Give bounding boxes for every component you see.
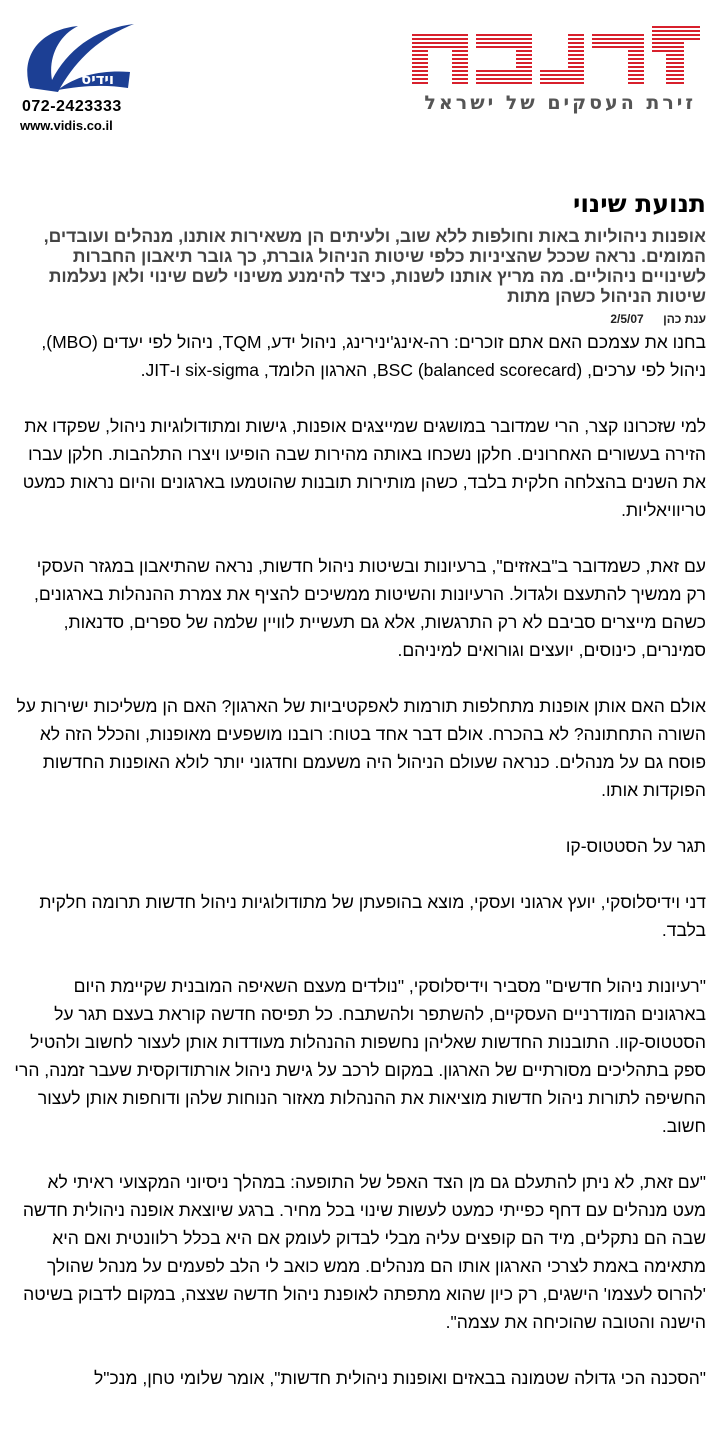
article-byline [14,312,706,326]
article-author: ענת כהן [663,312,706,326]
paragraph: "רעיונות ניהול חדשים" מסביר וידיסלוסקי, "נולדים מעצם השאיפה המובנית שקיימת היום בארגונים המודרניים העסקיים, להשתפר ולהשתבח. כל תפיסה חדשה קוראת בעצם תגר על הסטטוס-קוו. התובנות החדשות שאליהן נחשפות ההנהלות מעודדות אותן לעצור לחשוב ולהטיל ספק בתהליכים מסורתיים של הארגון. במקום לרכב על גישת ניהול אורתודוקסית שעבר זמנה, הרי החשיפה לתורות ניהול חדשות מוציאות את ההנהלות מאזור הנוחות שלהן ודוחפות אותן לעצור חשוב. [14,976,706,1136]
paragraph: "עם זאת, לא ניתן להתעלם גם מן הצד האפל של התופעה: במהלך ניסיוני המקצועי ראיתי לא מעט מנהלים עם דחף כפייתי כמעט לעשות שינוי בכל מחיר. ברגע שיוצאת אופנה ניהולית חדשה שבה הם נתקלים, מיד הם קופצים עליה מבלי לבדוק לעומק אם היא בכלל רלוונטית ואם היא מתאימה באמת לצרכי הארגון אותו הם מנהלים. ממש כואב לי הלב לפעמים על מנהל שהולך 'להרוס לעצמו' הישגים, רק כיון שהוא מתפתה לאופנת ניהול חדשה שצצה, במקום לדבוק בשיטה הישנה והטובה שהוכיחה את עצמה". [22,1172,706,1332]
sponsor-phone: 072-2423333 [22,98,122,115]
article [14,186,706,1420]
paragraph: למי שזכרונו קצר, הרי שמדובר במושגים שמייצגים אופנות, גישות ומתודולוגיות ניהול, שפקדו את הזירה בעשורים האחרונים. חלקן נשכחו באותה מהירות שבה הופיעו ויצרו התלהבות. חלקן עברו את השנים בהצלחה חלקית בלבד, כשהן מותירות תובנות שהוטמעו בארגונים והיום נראות כמעט טריוויאליות. [22,416,706,520]
paragraph: עם זאת, כשמדובר ב"באזזים", ברעיונות ובשיטות ניהול חדשות, נראה שהתיאבון במגזר העסקי רק ממשיך להתעצם ולגדול. הרעיונות והשיטות ממשיכים להציף את צמרת ההנהלות בארגונים, כשהם מייצרים סביבם לא רק התרגשות, אלא גם תעשיית לוויין שלמה של ספרים, סדנאות, סמינרים, כינוסים, יועצים וגורואים למיניהם. [33,556,706,660]
section-heading: תגר על הסטטוס-קו [565,836,706,856]
article-title: תנועת שינוי [572,189,706,218]
paragraph: "הסכנה הכי גדולה שטמונה בבאזים ואופנות ניהולית חדשות", אומר שלומי טחן, מנכ"ל [94,1368,706,1388]
globes-logo[interactable] [408,22,704,92]
paragraph: בחנו את עצמכם האם אתם זוכרים: רה-אינג'ינירינג, ניהול ידע, TQM, ניהול לפי יעדים (MBO), ניהול לפי ערכים, BSC (balanced scorecard), הארגון הלומד, six-sigma ו-JIT. [41,332,706,380]
paragraph: אולם האם אותן אופנות מתחלפות תורמות לאפקטיביות של הארגון? האם הן משליכות ישירות על השורה התחתונה? לא בהכרח. אולם דבר אחד בטוח: רובנו מושפעים מאופנות, והכלל הזה לא פוסח גם על מנהלים. כנראה שעולם הניהול היה משעמם וחדגוני יותר לולא האופנות החדשות הפוקדות אותו. [16,696,706,800]
vidis-logo-text: וידיס [81,70,114,88]
vidis-logo[interactable] [18,18,138,98]
globes-tagline: זירת העסקים של ישראל [424,92,696,114]
sponsor-url[interactable]: www.vidis.co.il [20,118,113,133]
article-body [14,328,706,1392]
article-subtitle: אופנות ניהוליות באות וחולפות ללא שוב, ולעיתים הן משאירות אותנו, מנהלים ועובדים, המומים. נראה שככל שהציניות כלפי שיטות הניהול גוברת, כך גובר תיאבון החברות לשינויים ניהוליים. מה מריץ אותנו לשנות, כיצד להימנע משינוי לשם שינוי ולאן נעלמות שיטות הניהול כשהן מתות [43,226,706,306]
paragraph: דני וידיסלוסקי, יועץ ארגוני ועסקי, מוצא בהופעתן של מתודולוגיות ניהול חדשות תרומה חלקית בלבד. [39,892,706,940]
article-date: 2/5/07 [610,312,644,326]
